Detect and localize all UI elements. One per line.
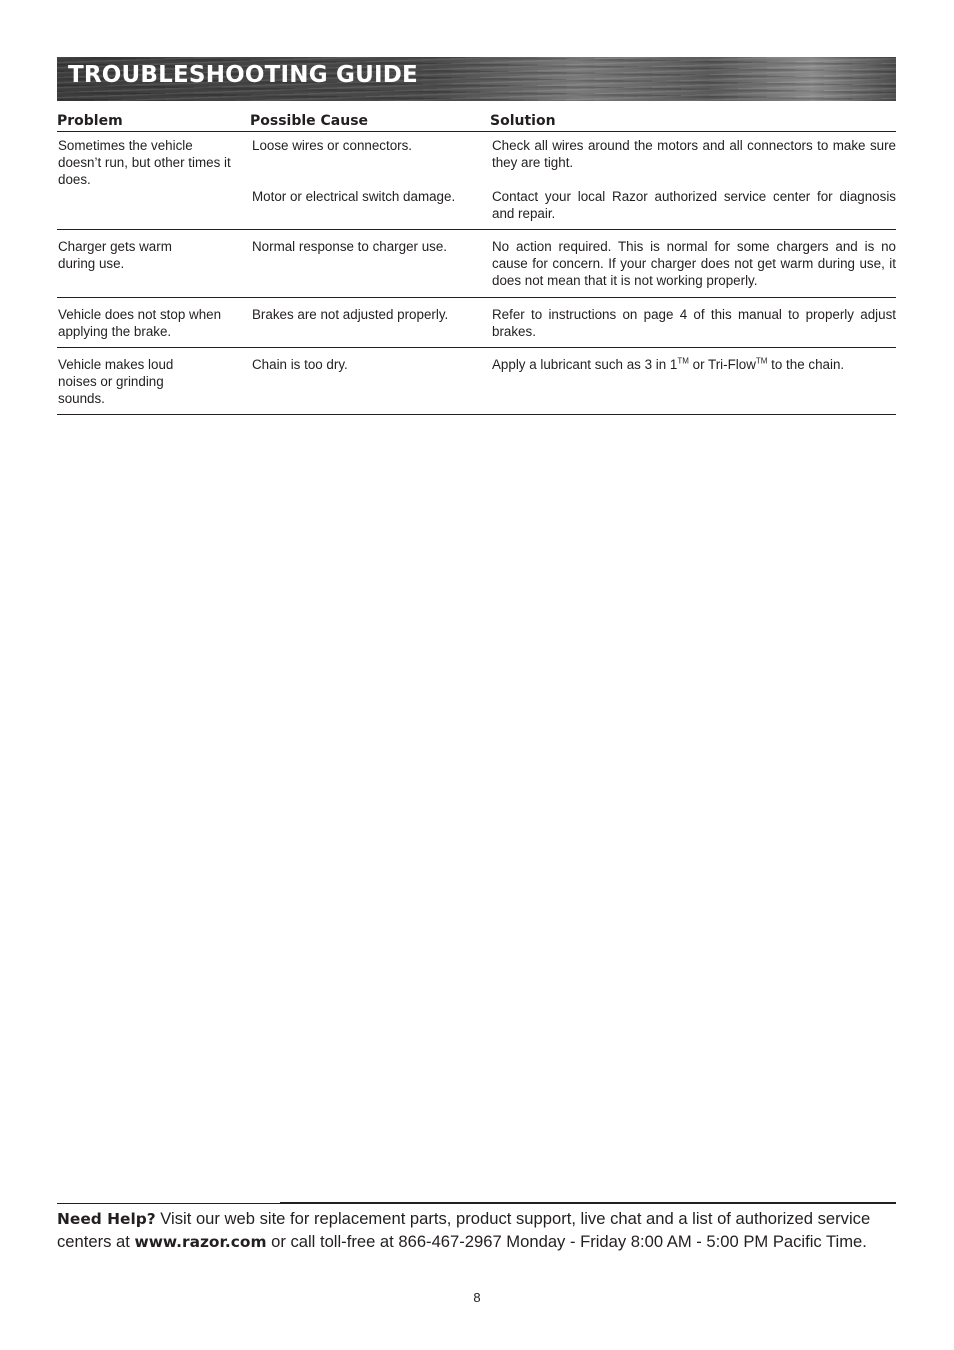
help-text: or call toll-free at 866-467-2967 Monday - Friday 8:00 AM - 5:00 PM Pacific Time. [266,1231,867,1251]
solution-cell: Contact your local Razor authorized service center for diagnosis and repair. [492,189,896,221]
row-divider [57,297,896,298]
trademark-symbol: TM [755,356,768,366]
help-lead: Need Help? [57,1210,156,1228]
column-header-possible-cause: Possible Cause [250,113,369,129]
title-banner [57,57,896,101]
solution-cell: No action required. This is normal for some chargers and is no cause for concern. If your charger does not get warm during use, it does not mean that it is not working properly. [492,239,896,288]
help-text: Visit our web site for replacement parts, product support, live chat and a list of authorized service centers at [57,1209,871,1251]
help-paragraph [57,1208,887,1253]
cause-cell: Brakes are not adjusted properly. [252,307,449,322]
problem-cell: Vehicle makes loud noises or grinding sounds. [58,357,174,406]
row-divider [57,229,896,230]
help-divider [280,1202,896,1204]
help-divider [57,1203,282,1204]
column-header-problem: Problem [57,113,123,129]
solution-cell: Refer to instructions on page 4 of this manual to properly adjust brakes. [492,307,896,339]
page-number: 8 [473,1290,481,1305]
column-header-solution: Solution [490,113,556,129]
cause-cell: Chain is too dry. [252,357,348,372]
website-link[interactable]: www.razor.com [134,1232,267,1251]
header-divider [57,131,896,132]
problem-cell: Sometimes the vehicle doesn’t run, but other times it does. [58,138,231,187]
cause-cell: Motor or electrical switch damage. [252,189,456,204]
solution-text: or Tri-Flow [688,357,756,372]
solution-cell: Check all wires around the motors and all connectors to make sure they are tight. [492,138,896,170]
cause-cell: Loose wires or connectors. [252,138,413,153]
solution-cell [492,356,896,373]
solution-text: to the chain. [767,357,845,372]
page-title: TROUBLESHOOTING GUIDE [68,62,418,88]
cause-cell: Normal response to charger use. [252,239,448,254]
trademark-symbol: TM [677,356,689,366]
row-divider [57,347,896,348]
problem-cell: Charger gets warm during use. [58,239,172,271]
table-bottom-rule [57,414,896,415]
problem-cell: Vehicle does not stop when applying the brake. [58,307,222,339]
solution-text: Apply a lubricant such as 3 in 1 [492,357,678,372]
